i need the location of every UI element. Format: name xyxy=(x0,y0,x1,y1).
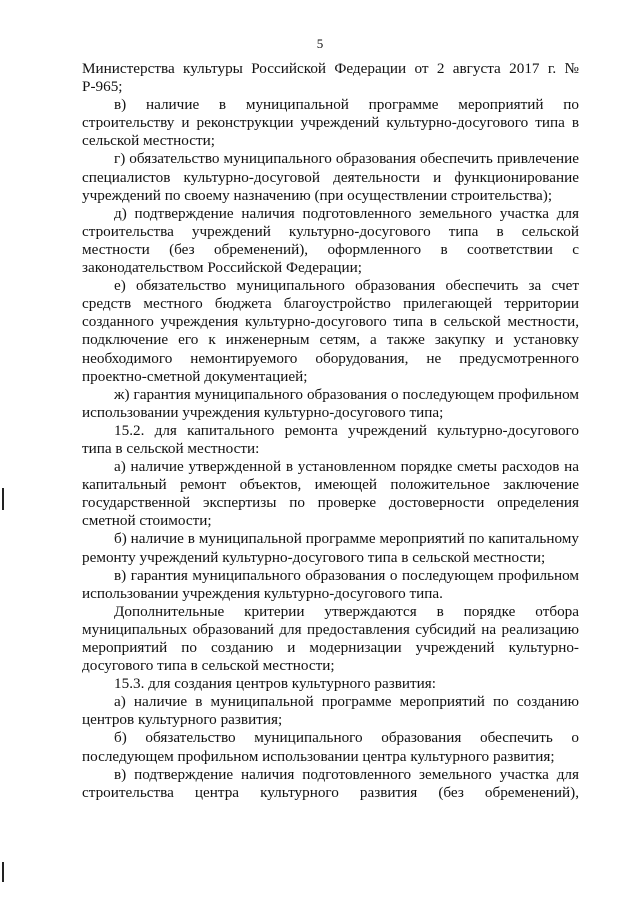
paragraph-item-e: е) обязательство муниципального образования обеспечить за счет средств местного бюджета благоустройство прилегающей территории созданного учреждения культурно-досугового типа в сельской местности, подключение его к инженерным сетям, а также закупку и установку необходимого немонтируемого оборудования, не предусмотренного проектно-сметной документацией; xyxy=(82,277,579,385)
paragraph-item-b-2: б) обязательство муниципального образования обеспечить о последующем профильном использовании центра культурного развития; xyxy=(82,729,579,765)
document-body xyxy=(82,60,579,802)
scan-margin-mark xyxy=(2,862,4,882)
paragraph-item-v-3: в) подтверждение наличия подготовленного земельного участка для строительства центра культурного развития (без обременений), xyxy=(82,765,579,801)
paragraph-item-g: г) обязательство муниципального образования обеспечить привлечение специалистов культурно-досуговой деятельности и функционирование учреждений по своему назначению (при осуществлении строительства); xyxy=(82,150,579,204)
page-number: 5 xyxy=(316,36,324,51)
paragraph-item-d: д) подтверждение наличия подготовленного земельного участка для строительства учреждений культурно-досугового типа в сельской местности (без обременений), оформленного в соответствии с законодательством Российской Федерации; xyxy=(82,204,579,277)
paragraph-section-15-3: 15.3. для создания центров культурного развития: xyxy=(114,675,437,693)
paragraph-item-v: в) наличие в муниципальной программе мероприятий по строительству и реконструкции учреждений культурно-досугового типа в сельской местности; xyxy=(82,96,579,150)
paragraph-item-v-2: в) гарантия муниципального образования о последующем профильном использовании учреждения культурно-досугового типа. xyxy=(82,566,579,602)
paragraph-item-a-2: а) наличие в муниципальной программе мероприятий по созданию центров культурного развития; xyxy=(82,693,579,729)
paragraph-item-zh: ж) гарантия муниципального образования о последующем профильном использовании учреждения культурно-досугового типа; xyxy=(82,385,579,421)
scan-margin-mark xyxy=(2,488,4,510)
paragraph-section-15-2: 15.2. для капитального ремонта учреждений культурно-досугового типа в сельской местности: xyxy=(82,421,579,457)
paragraph-continuation: Министерства культуры Российской Федерации от 2 августа 2017 г. № Р-965; xyxy=(82,60,579,96)
paragraph-additional-criteria: Дополнительные критерии утверждаются в порядке отбора муниципальных образований для предоставления субсидий на реализацию мероприятий по созданию и модернизации учреждений культурно-досугового типа в сельской местности; xyxy=(82,602,579,675)
paragraph-item-b: б) наличие в муниципальной программе мероприятий по капитальному ремонту учреждений культурно-досугового типа в сельской местности; xyxy=(82,530,579,566)
paragraph-item-a: а) наличие утвержденной в установленном порядке сметы расходов на капитальный ремонт объектов, имеющей положительное заключение государственной экспертизы по проверке достоверности определения сметной стоимости; xyxy=(82,458,579,530)
